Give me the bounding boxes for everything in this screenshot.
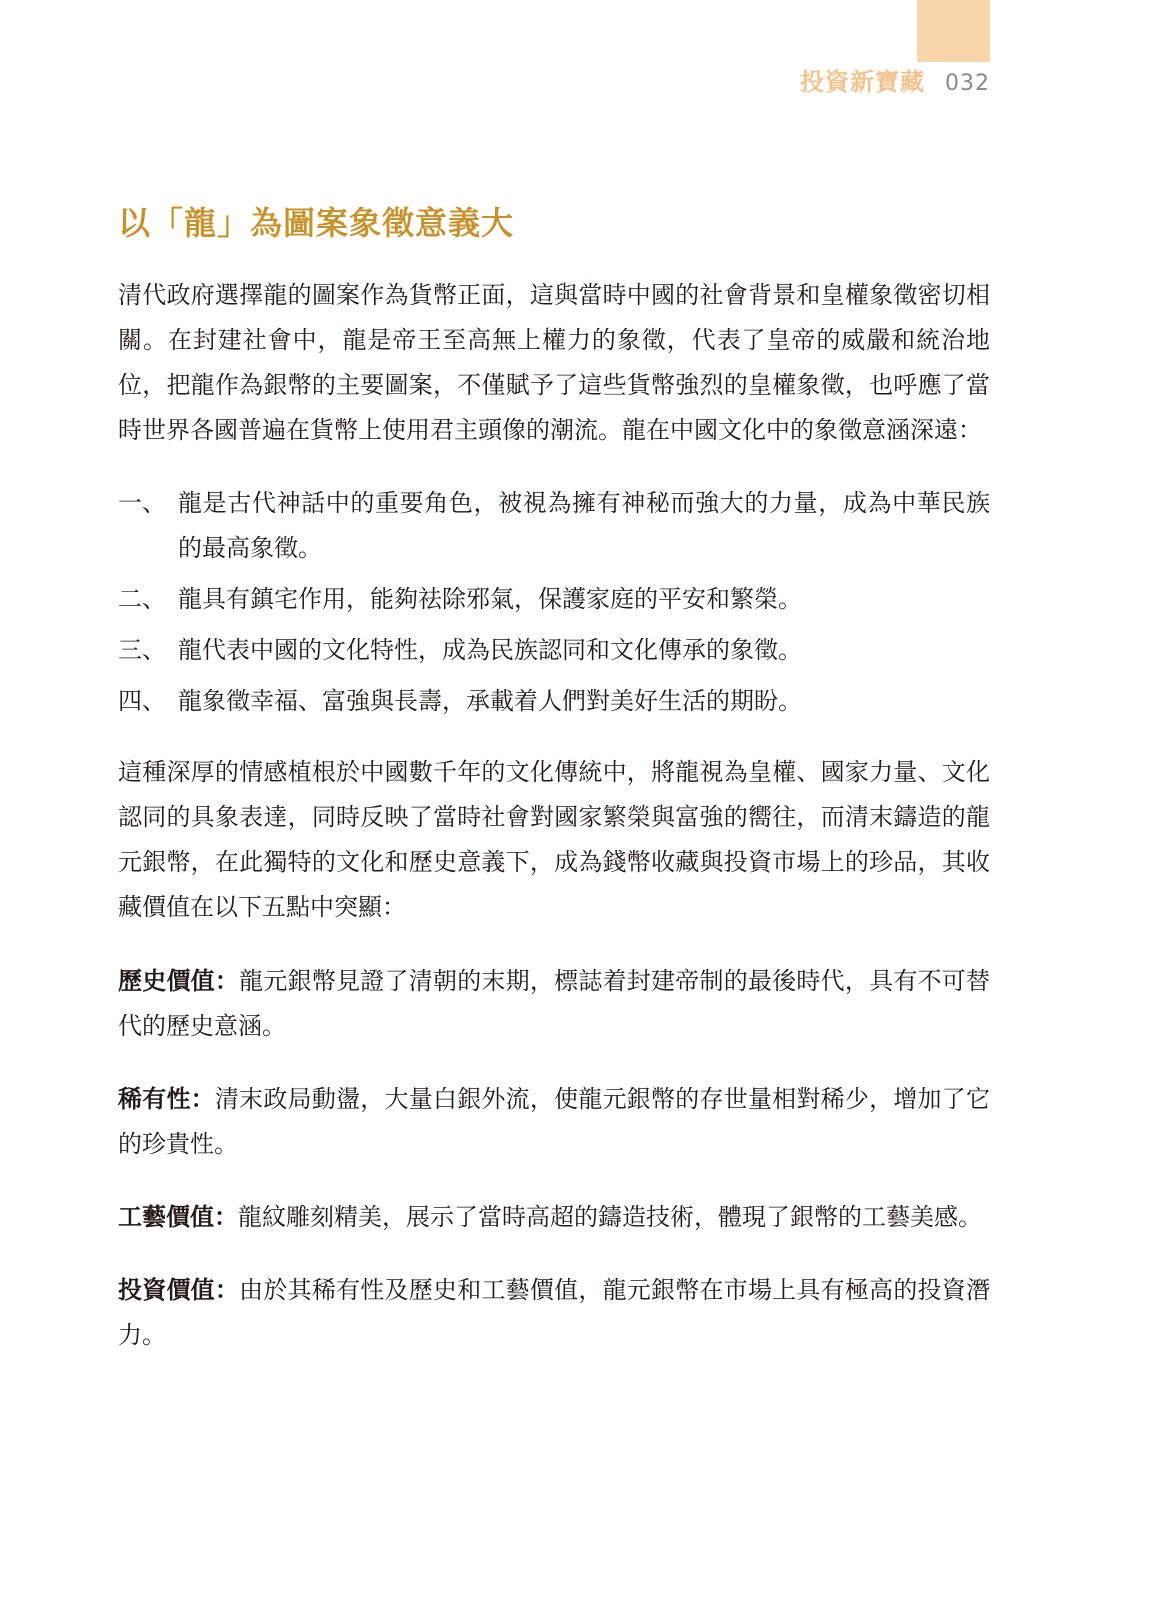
list-item bbox=[118, 577, 990, 622]
page-number: 032 bbox=[945, 71, 990, 96]
list-item bbox=[118, 628, 990, 673]
value-text: 清末政局動盪，大量白銀外流，使龍元銀幣的存世量相對稀少，增加了它的珍貴性。 bbox=[118, 1085, 991, 1158]
list-item-text: 龍是古代神話中的重要角色，被視為擁有神秘而強大的力量，成為中華民族的最高象徵。 bbox=[178, 489, 990, 562]
value-term: 投資價值： bbox=[118, 1275, 240, 1304]
value-item-investment bbox=[118, 1267, 990, 1358]
list-item bbox=[118, 481, 990, 571]
list-marker: 一、 bbox=[118, 489, 166, 517]
section-title: 以「龍」為圖案象徵意義大 bbox=[118, 204, 515, 242]
list-item-text: 龍象徵幸福、富強與長壽，承載着人們對美好生活的期盼。 bbox=[178, 687, 802, 715]
list-item bbox=[118, 679, 990, 724]
value-item-history bbox=[118, 958, 990, 1049]
value-text: 由於其稀有性及歷史和工藝價值，龍元銀幣在市場上具有極高的投資潛力。 bbox=[118, 1276, 991, 1349]
value-text: 龍元銀幣見證了清朝的末期，標誌着封建帝制的最後時代，具有不可替代的歷史意涵。 bbox=[118, 967, 991, 1040]
running-header bbox=[800, 62, 990, 97]
value-term: 歷史價值： bbox=[118, 966, 240, 995]
list-item-text: 龍具有鎮宅作用，能夠祛除邪氣，保護家庭的平安和繁榮。 bbox=[178, 585, 802, 613]
value-term: 工藝價值： bbox=[118, 1202, 238, 1231]
value-item-rarity bbox=[118, 1076, 990, 1167]
list-item-text: 龍代表中國的文化特性，成為民族認同和文化傳承的象徵。 bbox=[178, 636, 802, 664]
intro-paragraph: 清代政府選擇龍的圖案作為貨幣正面，這與當時中國的社會背景和皇權象徵密切相關。在封建社會中，龍是帝王至高無上權力的象徵，代表了皇帝的威嚴和統治地位，把龍作為銀幣的主要圖案，不僅賦予了這些貨幣強烈的皇權象徵，也呼應了當時世界各國普遍在貨幣上使用君主頭像的潮流。龍在中國文化中的象徵意涵深遠： bbox=[118, 281, 990, 444]
value-term: 稀有性： bbox=[118, 1084, 215, 1113]
symbolism-list bbox=[118, 481, 990, 724]
value-item-craft bbox=[118, 1194, 990, 1240]
list-marker: 四、 bbox=[118, 687, 166, 715]
section-content bbox=[118, 273, 990, 1385]
value-text: 龍紋雕刻精美，展示了當時高超的鑄造技術，體現了銀幣的工藝美感。 bbox=[238, 1203, 982, 1231]
book-title: 投資新寶藏 bbox=[800, 67, 925, 96]
corner-color-tab bbox=[917, 0, 990, 62]
list-marker: 二、 bbox=[118, 585, 166, 613]
body-paragraph: 這種深厚的情感植根於中國數千年的文化傳統中，將龍視為皇權、國家力量、文化認同的具象表達，同時反映了當時社會對國家繁榮與富強的嚮往，而清末鑄造的龍元銀幣，在此獨特的文化和歷史意義下，成為錢幣收藏與投資市場上的珍品，其收藏價值在以下五點中突顯： bbox=[118, 758, 990, 921]
list-marker: 三、 bbox=[118, 636, 166, 664]
